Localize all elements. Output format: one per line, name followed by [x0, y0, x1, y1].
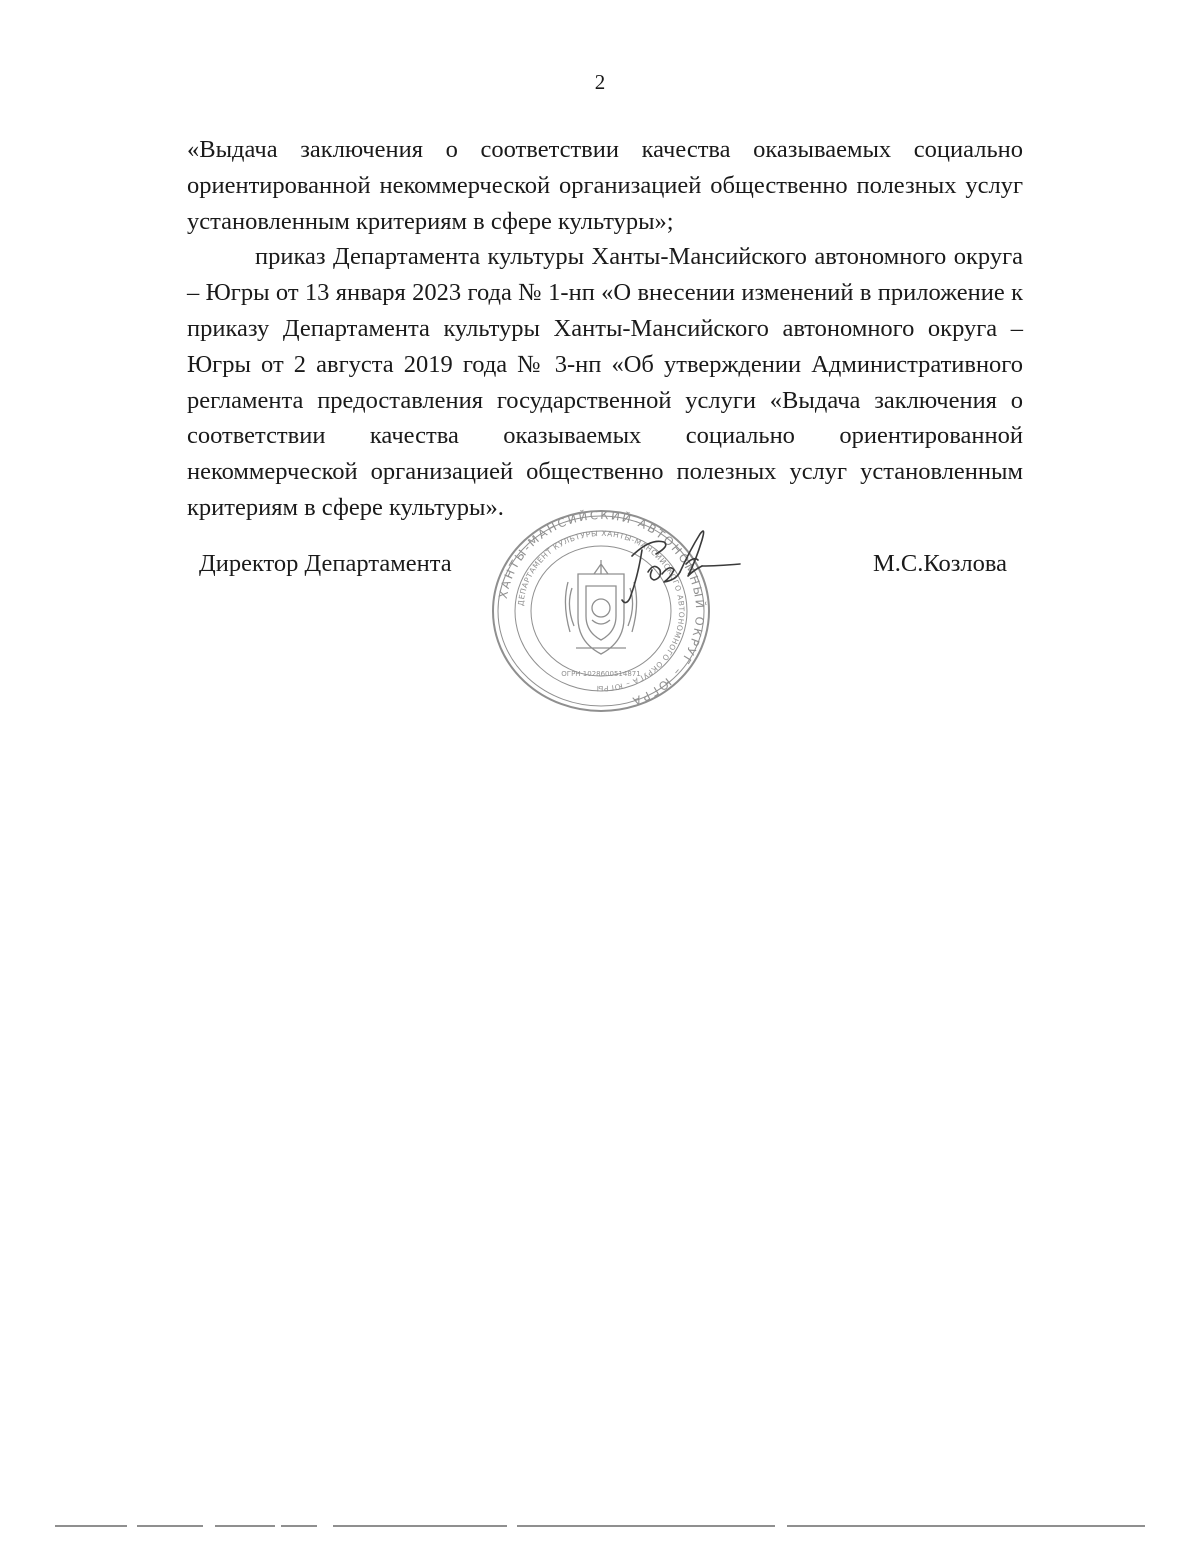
paragraph: «Выдача заключения о соответствии качества оказываемых социально ориентированной некоммерческой организацией общественно полезных услуг установленным критериям в сфере культуры»; — [187, 136, 1023, 235]
page-number: 2 — [594, 70, 606, 94]
seal-outer-text: ХАНТЫ-МАНСИЙСКИЙ АВТОНОМНЫЙ ОКРУГ – ЮГРА — [495, 508, 708, 710]
signature-block — [0, 549, 1200, 589]
document-body — [187, 132, 1023, 526]
seal-inner-text: ДЕПАРТАМЕНТ КУЛЬТУРЫ ХАНТЫ-МАНСИЙСКОГО АВТОНОМНОГО ОКРУГА – ЮГРЫ — [516, 528, 687, 694]
signer-name: М.С.Козлова — [873, 550, 1008, 577]
paragraph: приказ Департамента культуры Ханты-Мансийского автономного округа – Югры от 13 января 2023 года № 1-нп «О внесении изменений в приложение к приказу Департамента культуры Ханты-Мансийского автономного округа – Югры от 2 августа 2019 года № 3-нп «Об утверждении Административного регламента предоставления государственной услуги «Выдача заключения о соответствии качества оказываемых социально ориентированной некоммерческой организацией общественно полезных услуг установленным критериям в сфере культуры». — [187, 243, 1023, 521]
signer-title: Директор Департамента — [199, 550, 452, 577]
scan-edge-line — [55, 1523, 1145, 1529]
seal-number-text: ОГРН 1028600514871 — [561, 670, 641, 678]
